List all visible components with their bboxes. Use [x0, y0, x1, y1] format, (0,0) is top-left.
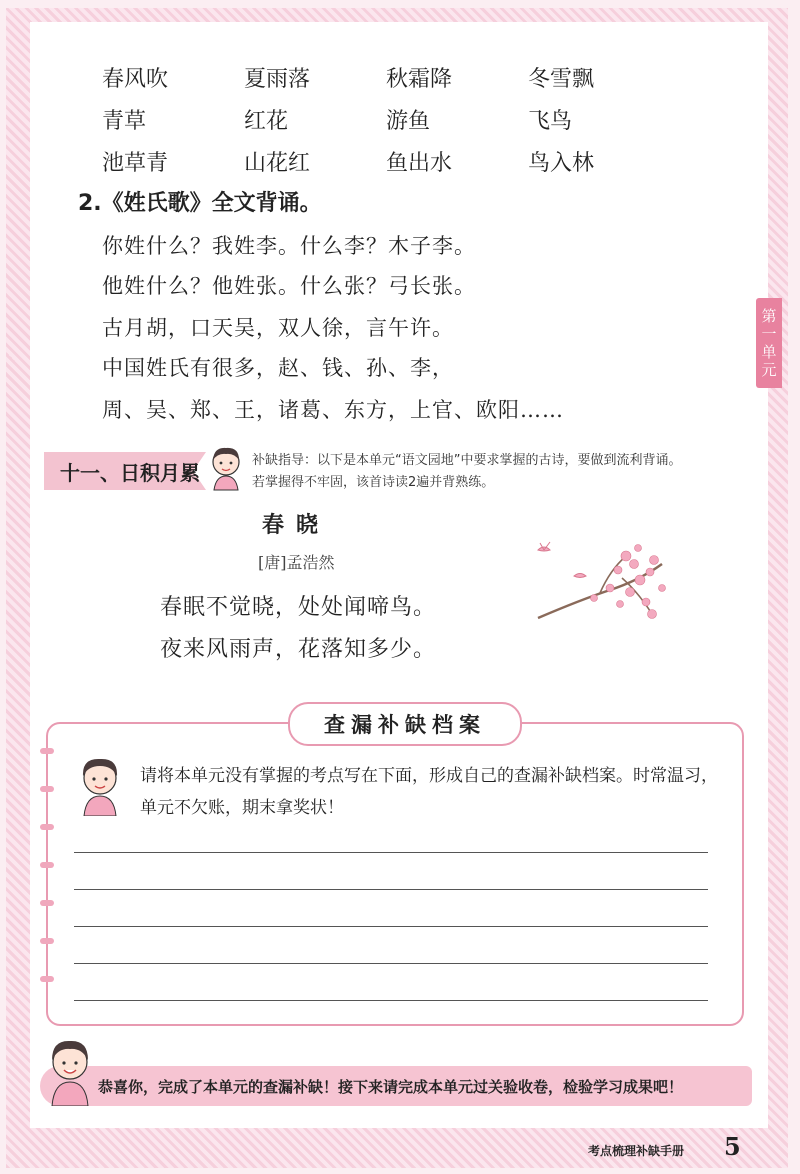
binder-ring	[40, 862, 54, 868]
side-tab-char: 元	[761, 361, 777, 379]
archive-title: 查漏补缺档案	[288, 702, 522, 746]
girl-avatar-icon	[204, 444, 248, 492]
study-guide-note	[252, 450, 752, 494]
binder-ring	[40, 976, 54, 982]
word-row-2	[102, 104, 670, 135]
surname-song-line: 他姓什么？他姓张。什么张？弓长张。	[102, 274, 476, 298]
writing-line[interactable]	[74, 889, 708, 890]
binder-ring	[40, 786, 54, 792]
side-tab-char: 第	[761, 307, 777, 325]
unit-side-tab	[756, 298, 782, 388]
word: 冬雪飘	[528, 67, 595, 92]
poem-title: 春晓	[262, 512, 331, 538]
word: 青草	[102, 109, 147, 134]
plum-blossom-illustration	[530, 530, 670, 640]
poem-author: [唐]孟浩然	[258, 553, 335, 572]
word: 山花红	[244, 151, 311, 176]
binder-ring	[40, 748, 54, 754]
binder-ring	[40, 938, 54, 944]
surname-song-line: 中国姓氏有很多，赵、钱、孙、李，	[102, 356, 454, 380]
boy-avatar-icon	[72, 754, 128, 816]
book-name: 考点梳理补缺手册	[588, 1144, 685, 1158]
poem-line: 夜来风雨声，花落知多少。	[160, 637, 437, 662]
word: 春风吹	[102, 67, 169, 92]
section-11-title: 十一、日积月累	[60, 461, 200, 485]
poem-line: 春眠不觉晓，处处闻啼鸟。	[160, 595, 437, 620]
binder-ring	[40, 900, 54, 906]
section-2-title: 2.《姓氏歌》全文背诵。	[78, 191, 322, 216]
word: 游鱼	[386, 109, 431, 134]
surname-song-line: 周、吴、郑、王，诸葛、东方，上官、欧阳……	[102, 398, 564, 422]
writing-line[interactable]	[74, 926, 708, 927]
guide-line: 若掌握得不牢固，该首诗读2遍并背熟练。	[252, 475, 495, 490]
writing-line[interactable]	[74, 1000, 708, 1001]
word-row-1	[102, 62, 670, 93]
word: 秋霜降	[386, 67, 453, 92]
word: 鸟入林	[528, 151, 595, 176]
side-tab-char: 单	[761, 343, 777, 361]
word: 池草青	[102, 151, 169, 176]
girl-mascot-icon	[44, 1036, 96, 1106]
guide-line: 补缺指导：以下是本单元“语文园地”中要求掌握的古诗，要做到流利背诵。	[252, 453, 682, 468]
side-tab-char: 一	[761, 325, 777, 343]
word: 飞鸟	[528, 109, 573, 134]
page-number: 5	[724, 1132, 741, 1161]
binder-ring	[40, 824, 54, 830]
word-row-3	[102, 146, 670, 177]
word: 夏雨落	[244, 67, 311, 92]
completion-message: 恭喜你，完成了本单元的查漏补缺！接下来请完成本单元过关验收卷，检验学习成果吧！	[98, 1078, 684, 1096]
writing-line[interactable]	[74, 963, 708, 964]
surname-song-line: 古月胡，口天吴，双人徐，言午许。	[102, 316, 454, 340]
word: 红花	[244, 109, 289, 134]
word: 鱼出水	[386, 151, 453, 176]
surname-song-line: 你姓什么？我姓李。什么李？木子李。	[102, 234, 476, 258]
archive-instructions: 请将本单元没有掌握的考点写在下面，形成自己的查漏补缺档案。时常温习，单元不欠账，期末拿奖状！	[140, 766, 718, 818]
writing-line[interactable]	[74, 852, 708, 853]
